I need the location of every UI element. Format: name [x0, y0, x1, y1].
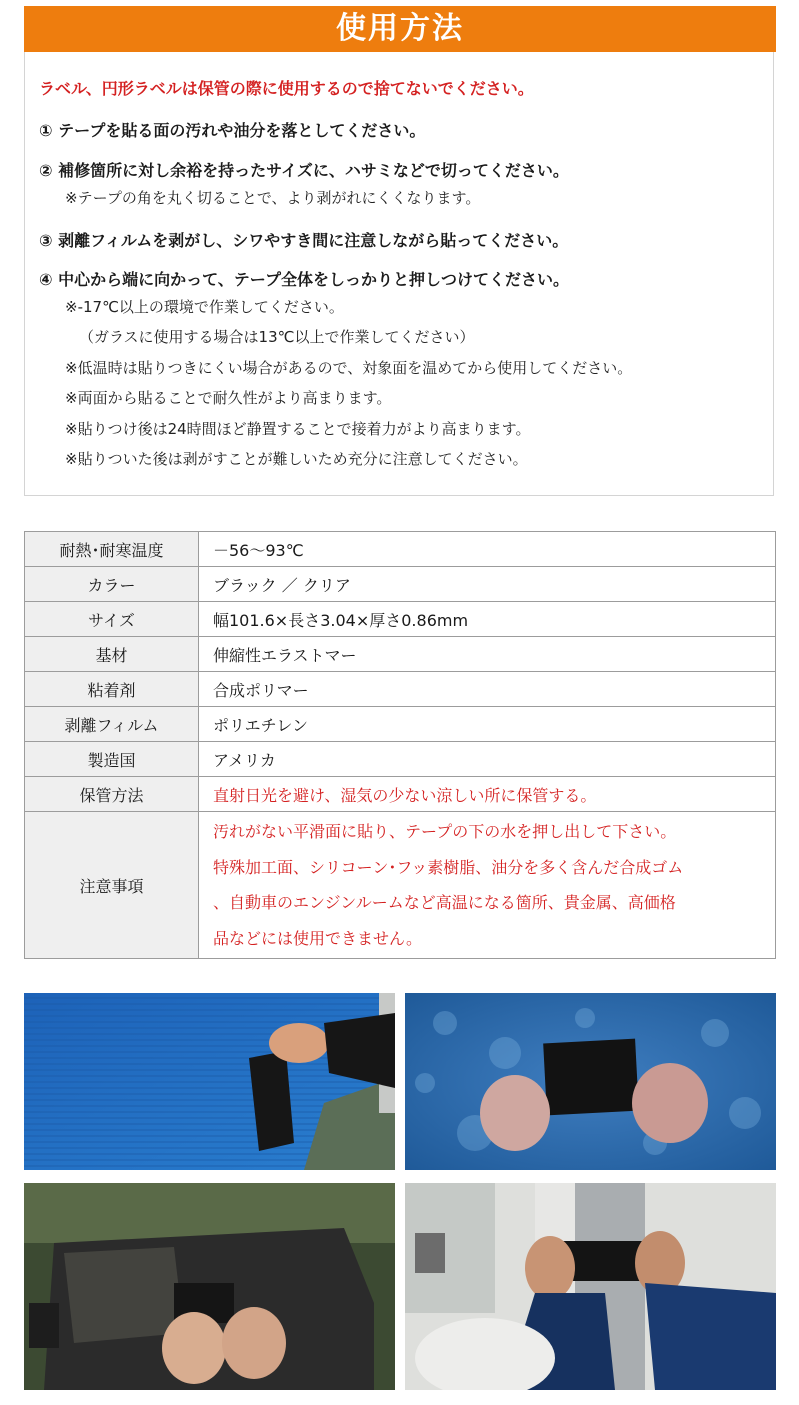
spec-value-caution	[199, 812, 776, 959]
spec-table	[24, 531, 776, 959]
spec-label: 剥離フィルム	[25, 707, 199, 742]
photo-car-roof	[24, 1183, 395, 1390]
step-4-note: （ガラスに使用する場合は13℃以上で作業してください）	[79, 328, 475, 346]
caution-line: 品などには使用できません。	[213, 928, 422, 948]
table-row	[25, 742, 776, 777]
photo-pipe	[405, 1183, 776, 1390]
photo-underwater	[405, 993, 776, 1170]
spec-label: 粘着剤	[25, 672, 199, 707]
caution-line: 特殊加工面、シリコーン･フッ素樹脂、油分を多く含んだ合成ゴム	[213, 857, 684, 877]
spec-value: －56～93℃	[199, 532, 776, 567]
step-1: ① テープを貼る面の汚れや油分を落としてください。	[39, 121, 426, 140]
page-title: 使用方法	[24, 6, 776, 52]
spec-label: 保管方法	[25, 777, 199, 812]
spec-label: 注意事項	[25, 812, 199, 959]
table-row	[25, 637, 776, 672]
spec-label: 基材	[25, 637, 199, 672]
table-row	[25, 602, 776, 637]
step-3: ③ 剥離フィルムを剥がし、シワやすき間に注意しながら貼ってください。	[39, 231, 569, 250]
spec-value: 合成ポリマー	[199, 672, 776, 707]
step-4-note: ※低温時は貼りつきにくい場合があるので、対象面を温めてから使用してください。	[65, 359, 633, 377]
spec-value: 伸縮性エラストマー	[199, 637, 776, 672]
step-4-note: ※貼りつけ後は24時間ほど静置することで接着力がより高まります。	[65, 420, 531, 438]
spec-value: アメリカ	[199, 742, 776, 777]
table-row	[25, 672, 776, 707]
table-row	[25, 777, 776, 812]
spec-value: ポリエチレン	[199, 707, 776, 742]
caution-line: 汚れがない平滑面に貼り、テープの下の水を押し出して下さい。	[213, 822, 677, 841]
spec-label: 耐熱･耐寒温度	[25, 532, 199, 567]
step-4-note: ※-17℃以上の環境で作業してください。	[65, 298, 344, 316]
spec-label: サイズ	[25, 602, 199, 637]
step-2-note: ※テープの角を丸く切ることで、より剥がれにくくなります。	[65, 189, 481, 207]
table-row	[25, 707, 776, 742]
step-4-note: ※両面から貼ることで耐久性がより高まります。	[65, 389, 392, 407]
step-4-note: ※貼りついた後は剥がすことが難しいため充分に注意してください。	[65, 450, 528, 468]
spec-label: 製造国	[25, 742, 199, 777]
table-row	[25, 532, 776, 567]
photo-pool-wall	[24, 993, 395, 1170]
spec-label: カラー	[25, 567, 199, 602]
step-2: ② 補修箇所に対し余裕を持ったサイズに、ハサミなどで切ってください。	[39, 161, 569, 180]
caution-line: 、自動車のエンジンルームなど高温になる箇所、貴金属、高価格	[213, 893, 676, 912]
usage-instructions	[24, 52, 774, 496]
table-row	[25, 812, 776, 959]
spec-value: 幅101.6×長さ3.04×厚さ0.86mm	[199, 602, 776, 637]
step-4: ④ 中心から端に向かって、テープ全体をしっかりと押しつけてください。	[39, 270, 569, 289]
spec-value: ブラック ／ クリア	[199, 567, 776, 602]
spec-value: 直射日光を避け、湿気の少ない涼しい所に保管する。	[199, 777, 776, 812]
table-row	[25, 567, 776, 602]
label-warning: ラベル、円形ラベルは保管の際に使用するので捨てないでください。	[39, 79, 534, 98]
